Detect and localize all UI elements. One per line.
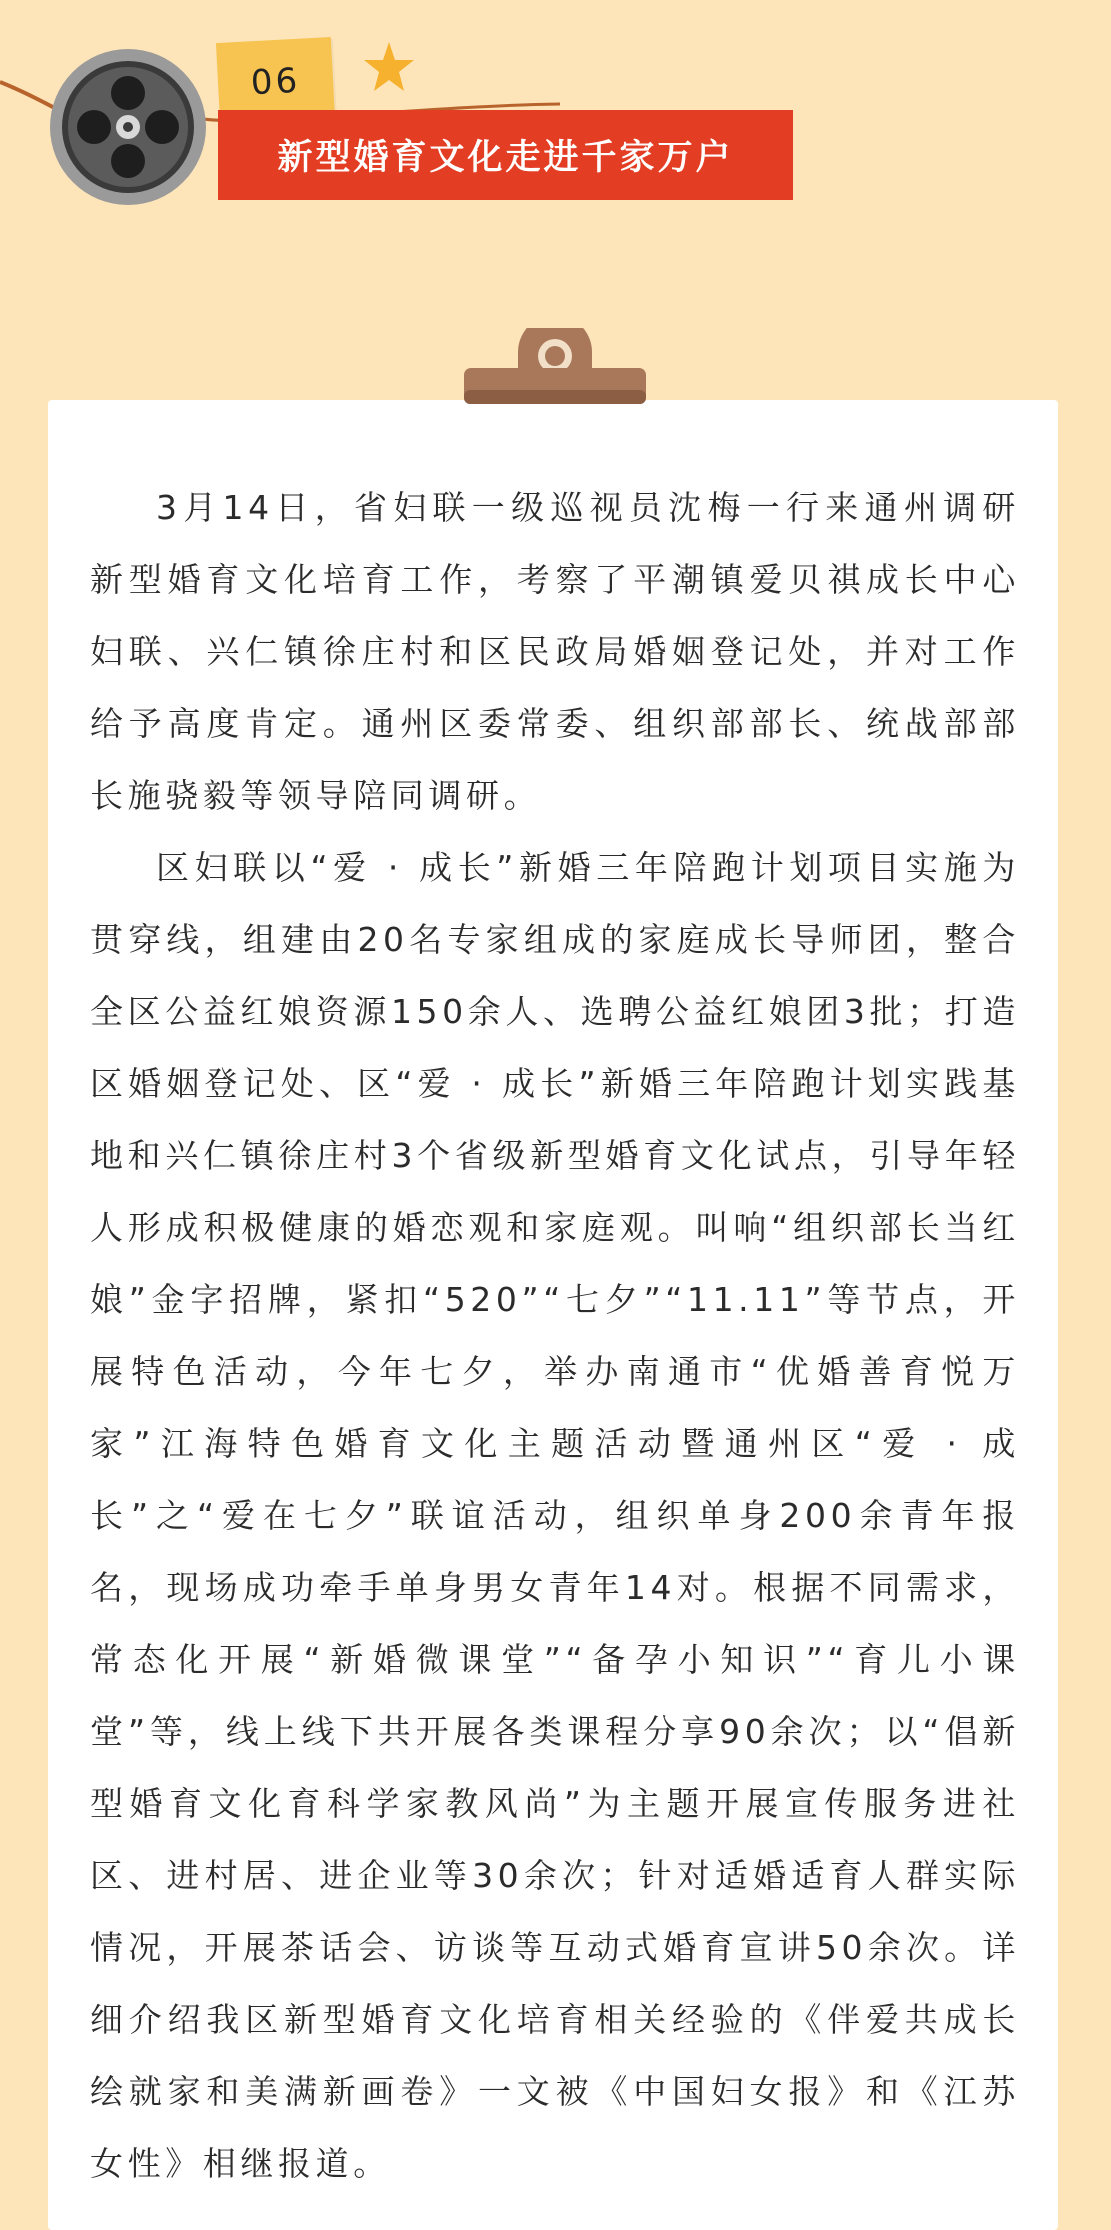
section-number: 06 bbox=[249, 60, 302, 104]
section-title-banner bbox=[218, 110, 793, 200]
article-paragraph-1: 3月14日，省妇联一级巡视员沈梅一行来通州调研新型婚育文化培育工作，考察了平潮镇爱贝祺成长中心妇联、兴仁镇徐庄村和区民政局婚姻登记处，并对工作给予高度肯定。通州区委常委、组织部部长、统战部部长施骁毅等领导陪同调研。 bbox=[90, 488, 1020, 815]
film-reel-icon bbox=[48, 47, 208, 207]
section-title: 新型婚育文化走进千家万户 bbox=[277, 138, 734, 178]
star-icon bbox=[362, 40, 416, 94]
clip-icon bbox=[462, 328, 648, 428]
article-paragraph-2: 区妇联以“爱 · 成长”新婚三年陪跑计划项目实施为贯穿线，组建由20名专家组成的家庭成长导师团，整合全区公益红娘资源150余人、选聘公益红娘团3批；打造区婚姻登记处、区“爱 · 成长”新婚三年陪跑计划实践基地和兴仁镇徐庄村3个省级新型婚育文化试点，引导年轻人形成积极健康的婚恋观和家庭观。叫响“组织部长当红娘”金字招牌，紧扣“520”“七夕”“11.11”等节点，开展特色活动，今年七夕，举办南通市“优婚善育悦万家”江海特色婚育文化主题活动暨通州区“爱 · 成长”之“爱在七夕”联谊活动，组织单身200余青年报名，现场成功牵手单身男女青年14对。根据不同需求，常态化开展“新婚微课堂”“备孕小知识”“育儿小课堂”等，线上线下共开展各类课程分享90余次；以“倡新型婚育文化育科学家教风尚”为主题开展宣传服务进社区、进村居、进企业等30余次；针对适婚适育人群实际情况，开展茶话会、访谈等互动式婚育宣讲50余次。详细介绍我区新型婚育文化培育相关经验的《伴爱共成长 绘就家和美满新画卷》一文被《中国妇女报》和《江苏女性》相继报道。 bbox=[90, 848, 1020, 2183]
